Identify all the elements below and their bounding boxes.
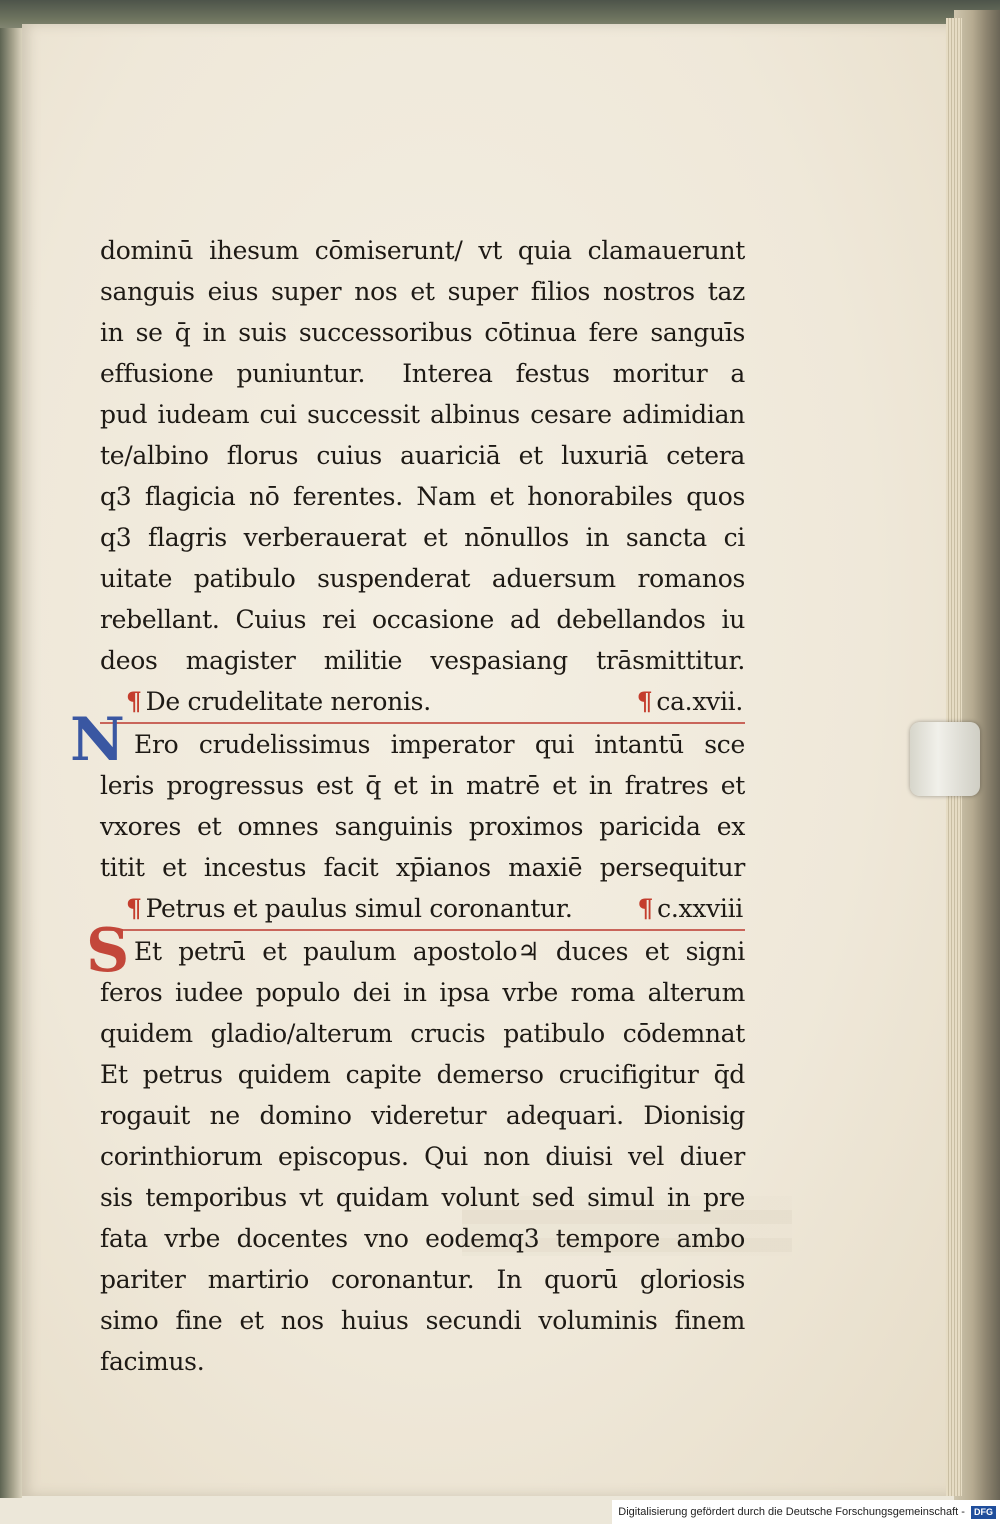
initial-s: S xyxy=(86,916,130,986)
dfg-logo: DFG xyxy=(971,1506,996,1519)
initial-n: N xyxy=(70,705,125,775)
pilcrow-icon: ¶ xyxy=(636,687,653,716)
text-line: Et petrus quidem capite demerso crucifigitur q̄d xyxy=(100,1060,745,1089)
chapter-number xyxy=(637,681,745,722)
pilcrow-icon: ¶ xyxy=(637,894,654,923)
chapter-number xyxy=(638,888,745,929)
text-line: deos magister militie vespasiang trāsmittitur. xyxy=(100,646,745,675)
heading-text xyxy=(100,888,572,929)
text-line xyxy=(70,705,745,775)
text-line: rebellant. Cuius rei occasione ad debellandos iu xyxy=(100,605,745,634)
text-line: dominū ihesum cōmiserunt/ vt quia clamauerunt xyxy=(100,236,745,265)
footer-credit xyxy=(612,1500,1000,1524)
text-line: te/albino florus cuius auariciā et luxuriā cetera xyxy=(100,441,745,470)
text-line: corinthiorum episcopus. Qui non diuisi vel diuer xyxy=(100,1142,745,1171)
text-line: uitate patibulo suspenderat aduersum romanos xyxy=(100,564,745,593)
chapter-label: c.xxviii xyxy=(657,894,743,923)
pilcrow-icon: ¶ xyxy=(126,894,142,923)
text-line-last: facimus. xyxy=(100,1347,205,1376)
text-line: pud iudeam cui successit albinus cesare adimidian xyxy=(100,400,745,429)
text-line: simo fine et nos huius secundi voluminis finem xyxy=(100,1306,745,1335)
text-line: q3 flagicia nō ferentes. Nam et honorabiles quos xyxy=(100,482,745,511)
text-line: leris progressus est q̄ et in matrē et in fratres et xyxy=(100,771,745,800)
text-line: feros iudee populo dei in ipsa vrbe roma alterum xyxy=(100,978,745,1007)
text-line: quidem gladio/alterum crucis patibulo cōdemnat xyxy=(100,1019,745,1048)
text-fragment: effusione puniuntur. xyxy=(100,359,366,388)
text-line: fata vrbe docentes vno eodemq3 tempore ambo xyxy=(100,1224,745,1253)
interea-sentence: Interea festus moritur a xyxy=(402,359,745,388)
scan-left-border xyxy=(0,28,22,1498)
text-line: q3 flagris verberauerat et nōnullos in sancta ci xyxy=(100,523,745,552)
text-block xyxy=(70,230,745,1382)
text-line: pariter martirio coronantur. In quorū gloriosis xyxy=(100,1265,745,1294)
heading-label: De crudelitate neronis. xyxy=(145,687,431,716)
chapter-heading-petrus xyxy=(100,888,745,931)
text-fragment: Ero crudelissimus imperator qui intantū sce xyxy=(134,730,745,759)
pilcrow-icon: ¶ xyxy=(126,687,142,716)
text-line: sanguis eius super nos et super filios nostros taz xyxy=(100,277,745,306)
text-line: in se q̄ in suis successoribus cōtinua fere sanguīs xyxy=(100,318,745,347)
page-clip xyxy=(910,722,980,796)
text-line-with-marker xyxy=(100,353,745,394)
text-fragment: Et petrū et paulum apostolo♃ duces et signi xyxy=(134,937,745,966)
heading-label: Petrus et paulus simul coronantur. xyxy=(145,894,573,923)
text-line xyxy=(86,916,745,986)
chapter-heading-nero xyxy=(100,681,745,724)
text-line: rogauit ne domino videretur adequari. Dionisig xyxy=(100,1101,745,1130)
text-line: titit et incestus facit xp̄ianos maxiē persequitur xyxy=(100,853,745,882)
heading-text xyxy=(100,681,431,722)
text-line: vxores et omnes sanguinis proximos paricida ex xyxy=(100,812,745,841)
credit-text: Digitalisierung gefördert durch die Deutsche Forschungsgemeinschaft - xyxy=(618,1506,965,1518)
text-line: sis temporibus vt quidam volunt sed simul in pre xyxy=(100,1183,745,1212)
chapter-label: ca.xvii. xyxy=(656,687,743,716)
